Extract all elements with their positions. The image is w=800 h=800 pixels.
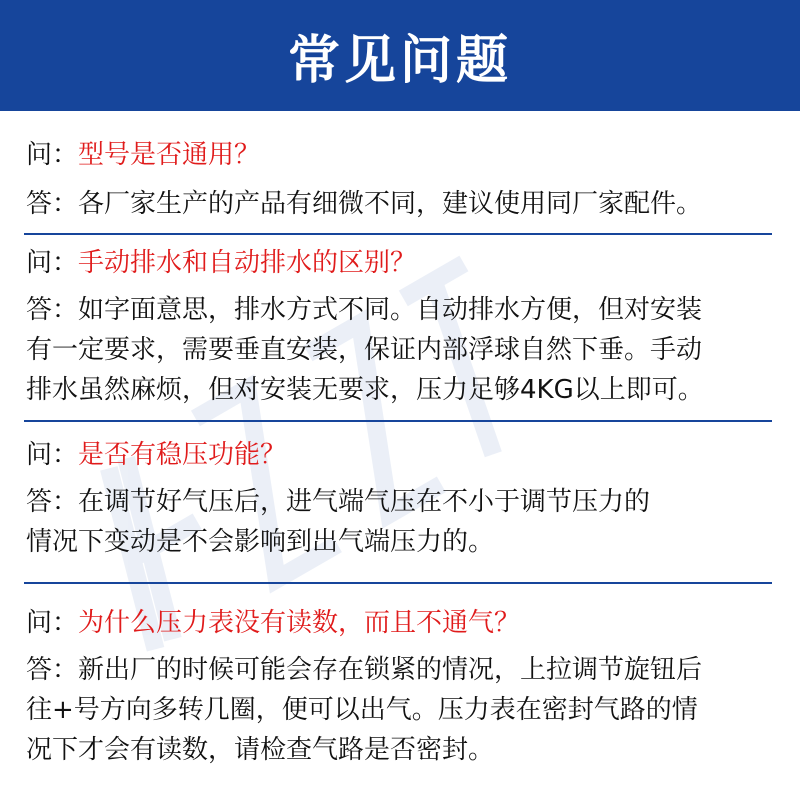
question-text: 型号是否通用？: [78, 140, 261, 170]
question-4: [26, 604, 786, 642]
answer-prefix: 答：: [26, 655, 79, 685]
answer-line: [26, 290, 786, 330]
answer-prefix: 答：: [26, 295, 79, 325]
question-text: 为什么压力表没有读数，而且不通气？: [78, 608, 521, 638]
question-prefix: 问：: [26, 140, 79, 170]
faq-item-3: [26, 436, 786, 562]
divider: [24, 582, 772, 584]
divider: [24, 420, 772, 422]
answer-line-text: 如字面意思，排水方式不同。自动排水方便，但对安装: [78, 295, 703, 325]
answer-line: 往+号方向多转几圈，便可以出气。压力表在密封气路的情: [26, 695, 698, 725]
answer-prefix: 答：: [26, 487, 79, 517]
answer-line: 况下才会有读数，请检查气路是否密封。: [26, 735, 495, 765]
question-1: [26, 136, 786, 174]
brand-watermark: [30, 160, 790, 660]
answer-line: 排水虽然麻烦，但对安装无要求，压力足够4KG以上即可。: [26, 375, 704, 405]
answer-line: 有一定要求，需要垂直安装，保证内部浮球自然下垂。手动: [26, 335, 703, 365]
answer-1: [26, 184, 786, 224]
answer-2: [26, 290, 786, 410]
answer-line: 情况下变动是不会影响到出气端压力的。: [26, 527, 495, 557]
answer-4: [26, 650, 786, 770]
divider: [24, 233, 772, 235]
answer-line: [26, 482, 786, 522]
question-text: 手动排水和自动排水的区别？: [78, 248, 417, 278]
question-3: [26, 436, 786, 474]
header-banner: [0, 0, 800, 111]
answer-line: [26, 650, 786, 690]
answer-line-text: 在调节好气压后，进气端气压在不小于调节压力的: [78, 487, 651, 517]
question-text: 是否有稳压功能？: [78, 440, 287, 470]
answer-line-text: 新出厂的时候可能会存在锁紧的情况，上拉调节旋钮后: [78, 655, 703, 685]
question-prefix: 问：: [26, 608, 79, 638]
faq-item-4: [26, 604, 786, 770]
question-2: [26, 244, 786, 282]
faq-item-2: [26, 244, 786, 410]
answer-3: [26, 482, 786, 562]
question-prefix: 问：: [26, 248, 79, 278]
answer-line: [26, 184, 786, 224]
question-prefix: 问：: [26, 440, 79, 470]
faq-item-1: [26, 136, 786, 224]
answer-prefix: 答：: [26, 189, 79, 219]
answer-line-text: 各厂家生产的产品有细微不同，建议使用同厂家配件。: [78, 189, 703, 219]
page-title: 常见问题: [287, 31, 512, 91]
